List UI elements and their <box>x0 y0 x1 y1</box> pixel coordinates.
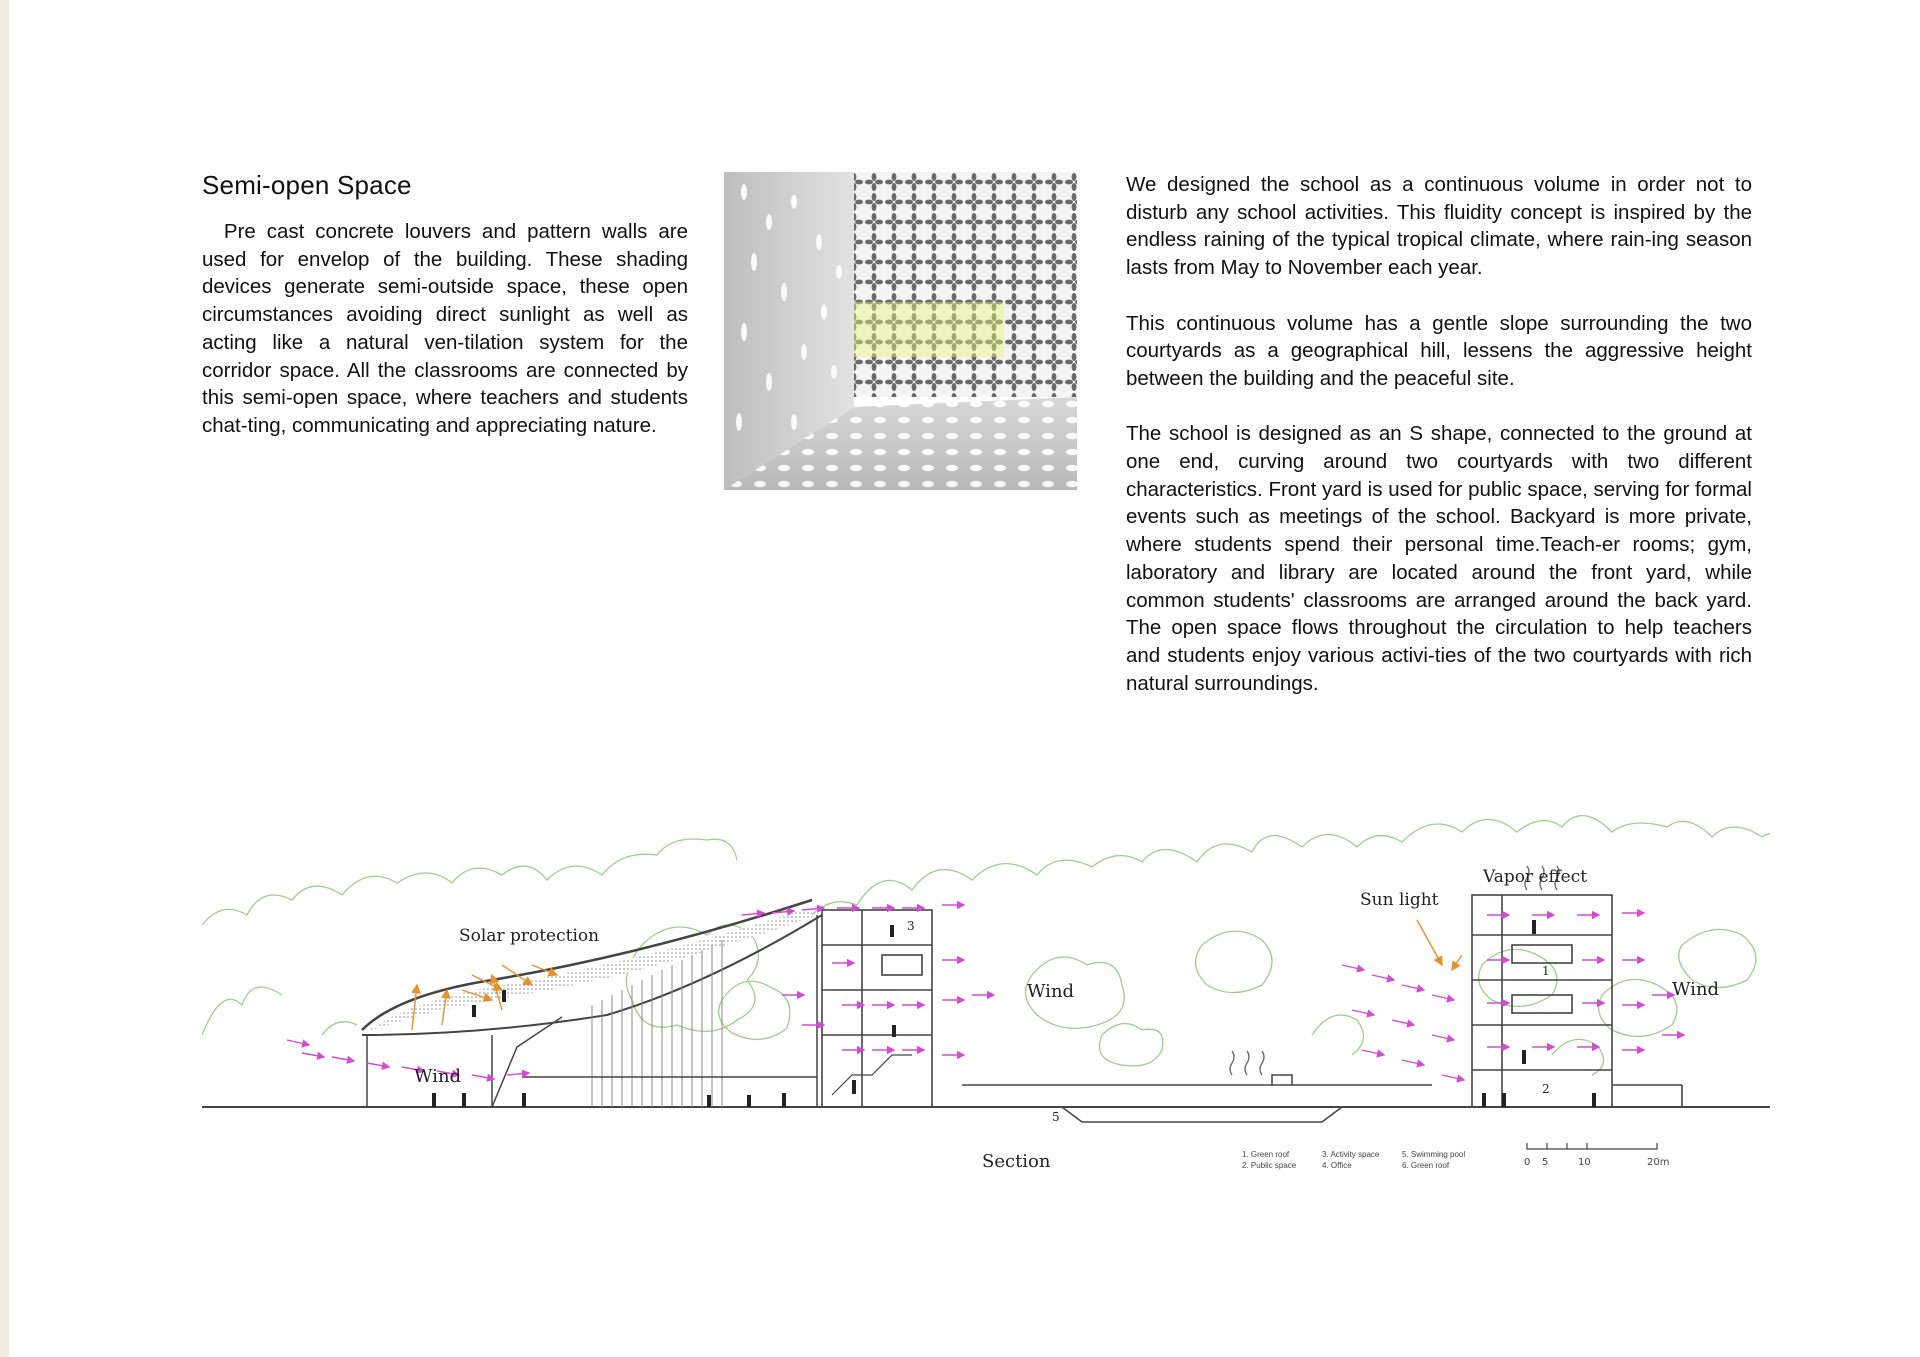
section-drawing <box>202 795 1770 1205</box>
people-figures <box>432 920 1596 1107</box>
legend-item: 6. Green roof <box>1402 1161 1450 1170</box>
scale-bar <box>1527 1143 1657 1149</box>
right-column <box>1126 171 1752 725</box>
legend <box>1242 1150 1465 1170</box>
scale-tick-10: 10 <box>1578 1157 1591 1168</box>
room-number-1: 1 <box>1542 964 1550 978</box>
right-tower <box>1472 895 1682 1107</box>
courtyard-pool <box>962 1075 1432 1122</box>
label-wind-middle: Wind <box>1027 981 1075 1002</box>
label-wind-right: Wind <box>1672 979 1720 1000</box>
label-solar-protection: Solar protection <box>459 926 600 946</box>
left-paragraph: Pre cast concrete louvers and pattern walls are used for envelop of the building. These shading devices generate semi-outside space, these open circumstances avoiding direct sunlight as well as acting like a natural ven-tilation system for the corridor space. All the classrooms are connected by this semi-open space, where teachers and students chat-ting, communicating and appreciating nature. <box>202 220 688 437</box>
room-number-5: 5 <box>1052 1110 1060 1124</box>
scale-tick-0: 0 <box>1524 1157 1531 1168</box>
label-sun-light: Sun light <box>1360 890 1439 910</box>
label-vapor-effect: Vapor effect <box>1483 867 1588 887</box>
legend-item: 1. Green roof <box>1242 1150 1290 1159</box>
right-paragraph-2: This continuous volume has a gentle slope surrounding the two courtyards as a geographical hill, lessens the aggressive height between the building and the peaceful site. <box>1126 311 1752 390</box>
section-title: Section <box>982 1151 1051 1172</box>
pattern-wall-photo <box>724 172 1077 490</box>
section-heading: Semi-open Space <box>202 170 412 200</box>
right-paragraph-3: The school is designed as an S shape, connected to the ground at one end, curving around two courtyards with two different characteristics. Front yard is used for public space, serving for formal events such as meetings of the school. Backyard is more private, where students spend their personal time.Teach-er rooms; gym, laboratory and library are located around the front yard, while common students' classrooms are arranged around the back yard. The open space flows throughout the circulation to help teachers and students enjoy various activi-ties of the two courtyards with rich natural surroundings. <box>1126 422 1752 695</box>
right-paragraph-1: We designed the school as a continuous volume in order not to disturb any school activities. This fluidity concept is inspired by the endless raining of the typical tropical climate, where rain-ing season lasts from May to November each year. <box>1126 173 1752 280</box>
legend-item: 5. Swimming pool <box>1402 1150 1466 1159</box>
room-number-3: 3 <box>907 919 915 933</box>
legend-item: 3. Activity space <box>1322 1150 1380 1159</box>
room-number-2: 2 <box>1542 1082 1550 1096</box>
page-edge-strip <box>0 0 9 1357</box>
label-wind-left: Wind <box>414 1066 462 1087</box>
scale-labels <box>1524 1157 1669 1168</box>
legend-item: 2. Public space <box>1242 1161 1297 1170</box>
scale-tick-5: 5 <box>1542 1157 1549 1168</box>
middle-tower <box>822 910 932 1107</box>
scale-tick-20: 20m <box>1647 1157 1670 1168</box>
legend-item: 4. Office <box>1322 1161 1352 1170</box>
